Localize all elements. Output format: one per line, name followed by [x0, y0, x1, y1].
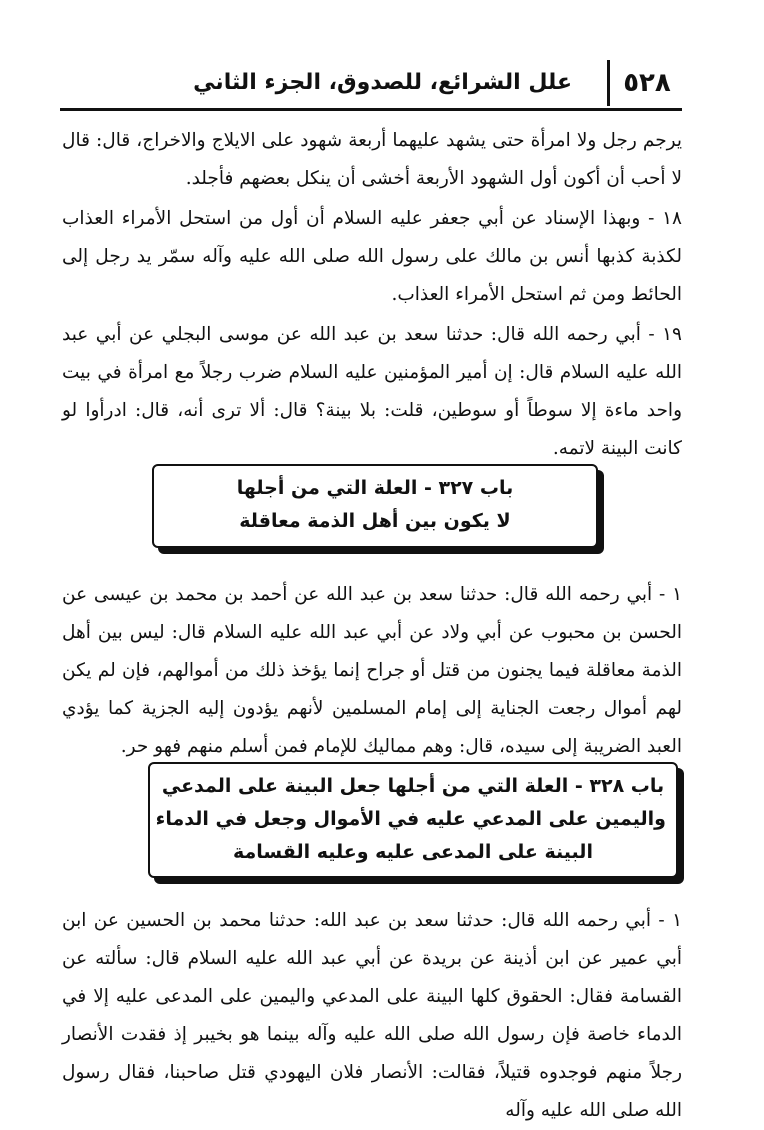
running-title: علل الشرائع، للصدوق، الجزء الثاني — [193, 70, 572, 95]
chapter-heading-327 — [152, 464, 598, 548]
page-header — [60, 60, 682, 112]
paragraph-4: ١ - أبي رحمه الله قال: حدثنا سعد بن عبد الله عن أحمد بن محمد بن عيسى عن الحسن بن محبوب عن أبي ولاد عن أبي عبد الله عليه السلام قال: ليس بين أهل الذمة معاقلة فيما يجنون من قتل أو جراح إنما يؤخذ ذلك من أموالهم، فإن لم يكن لهم أموال رجعت الجناية إلى إمام المسلمين لأنهم يؤدون إليه الجزية كما يؤدي العبد الضريبة إلى سيده، قال: وهم مماليك للإمام فمن أسلم منهم فهو حر. — [62, 584, 682, 757]
chapter-328-line-2: واليمين على المدعي عليه في الأموال وجعل في الدماء — [155, 808, 666, 830]
header-rule — [60, 108, 682, 111]
chapter-328-line-1: باب ٣٢٨ - العلة التي من أجلها جعل البينة على المدعي — [161, 775, 665, 797]
paragraph-5: ١ - أبي رحمه الله قال: حدثنا سعد بن عبد الله: حدثنا محمد بن الحسين عن ابن أبي عمير عن ابن أذينة عن بريدة عن أبي عبد الله عليه السلام قال: سألته عن القسامة فقال: الحقوق كلها البينة على المدعي واليمين على المدعى عليه إلا في الدماء خاصة فإن رسول الله صلى الله عليه وآله بينما هو بخيبر إذ فقدت الأنصار رجلاً منهم فوجدوه قتيلاً، فقالت: الأنصار فلان اليهودي قتل صاحبنا، فقال رسول الله صلى الله عليه وآله — [62, 910, 682, 1121]
chapter-327-line-2: لا يكون بين أهل الذمة معاقلة — [239, 510, 511, 532]
paragraph-1: يرجم رجل ولا امرأة حتى يشهد عليهما أربعة شهود على الايلاج والاخراج، قال: قال لا أحب أن أكون أول الشهود الأربعة أخشى أن ينكل بعضهم فأجلد. — [62, 130, 682, 189]
chapter-328-line-3: البينة على المدعى عليه وعليه القسامة — [233, 841, 593, 863]
paragraph-3: ١٩ - أبي رحمه الله قال: حدثنا سعد بن عبد الله عن موسى البجلي عن أبي عبد الله عليه السلام قال: إن أمير المؤمنين عليه السلام ضرب رجلاً مع امرأة في بيت واحد ماءة إلا سوطاً أو سوطين، قلت: بلا بينة؟ قال: ألا ترى أنه، قال: ادرأوا لو كانت البينة لاتمه. — [62, 324, 682, 459]
chapter-327-line-1: باب ٣٢٧ - العلة التي من أجلها — [236, 477, 514, 499]
page-number-divider — [607, 60, 610, 106]
chapter-heading-328 — [148, 762, 678, 878]
page-number: ٥٢٨ — [623, 68, 671, 98]
paragraph-2: ١٨ - وبهذا الإسناد عن أبي جعفر عليه السلام أن أول من استحل الأمراء العذاب لكذبة كذبها أنس بن مالك على رسول الله صلى الله عليه وآله سمّر يد رجل إلى الحائط ومن ثم استحل الأمراء العذاب. — [62, 208, 682, 305]
